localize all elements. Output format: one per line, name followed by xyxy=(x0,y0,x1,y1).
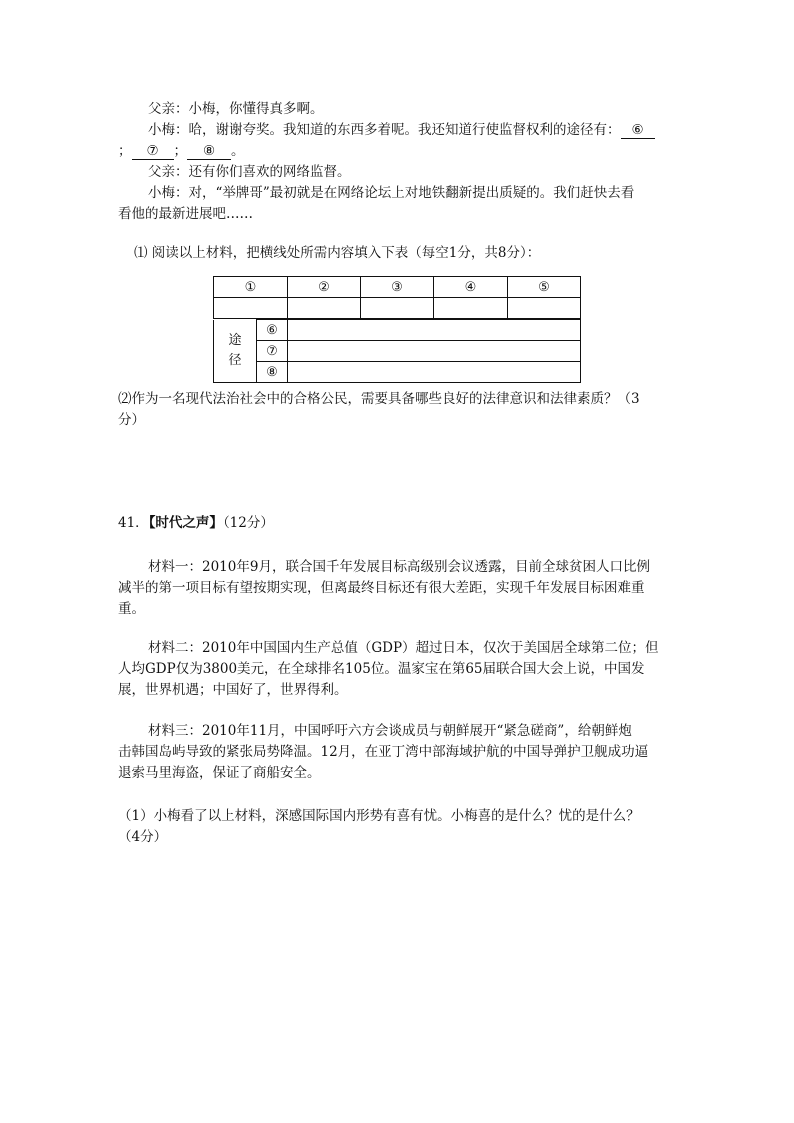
answer-cell-3[interactable] xyxy=(361,298,434,319)
sentence-end: 。 xyxy=(231,143,245,159)
question-2b: 分） xyxy=(118,412,145,428)
route-answer-7[interactable] xyxy=(288,341,581,362)
route-answer-6[interactable] xyxy=(288,320,581,341)
material-2-line-3: 展，世界机遇；中国好了，世界得利。 xyxy=(118,682,348,698)
question-41-1b: （4分） xyxy=(118,829,168,845)
answer-cell-5[interactable] xyxy=(508,298,581,319)
header-cell-3: ③ xyxy=(361,277,434,298)
route-num-6: ⑥ xyxy=(257,320,288,341)
section-41-number: 41． xyxy=(118,515,149,531)
material-2-line-2: 人均GDP仅为3800美元，在全球排名105位。温家宝在第65届联合国大会上说，中国发 xyxy=(118,661,645,677)
material-1-line-2: 减半的第一项目标有望按期实现，但离最终目标还有很大差距，实现千年发展目标困难重 xyxy=(118,580,645,596)
header-cell-4: ④ xyxy=(434,277,508,298)
material-3-line-3: 退索马里海盗，保证了商船安全。 xyxy=(118,765,321,781)
dialogue-xiaomei-2 xyxy=(148,120,655,140)
separator-1: ； xyxy=(118,143,132,159)
material-2-line-1: 材料二：2010年中国国内生产总值（GDP）超过日本，仅次于美国居全球第二位；但 xyxy=(148,640,659,656)
dialogue-xiaomei-4b: 看他的最新进展吧…… xyxy=(118,206,253,222)
answer-cell-2[interactable] xyxy=(288,298,361,319)
question-2a: ⑵作为一名现代法治社会中的合格公民，需要具备哪些良好的法律意识和法律素质？（3 xyxy=(118,391,640,407)
route-num-8: ⑧ xyxy=(257,362,288,383)
dialogue-xiaomei-4a: 小梅：对，“举牌哥”最初就是在网络论坛上对地铁翻新提出质疑的。我们赶快去看 xyxy=(148,185,635,201)
blank-7[interactable]: ⑦ xyxy=(132,143,174,160)
table-header-row xyxy=(214,277,581,298)
section-41-heading xyxy=(118,513,274,533)
route-label-2: 径 xyxy=(228,352,242,368)
material-3-line-1: 材料三：2010年11月，中国呼吁六方会谈成员与朝鲜展开“紧急磋商”，给朝鲜炮 xyxy=(148,723,632,739)
section-41-title: 【时代之声】 xyxy=(148,515,223,531)
separator-2: ； xyxy=(173,143,187,159)
blank-8[interactable]: ⑧ xyxy=(187,143,231,160)
route-num-7: ⑦ xyxy=(257,341,288,362)
dialogue-xiaomei-2-cont xyxy=(118,141,245,161)
material-3-line-2: 击韩国岛屿导致的紧张局势降温。12月，在亚丁湾中部海域护航的中国导弹护卫舰成功逼 xyxy=(118,744,649,760)
route-row-6 xyxy=(214,320,581,341)
route-label-1: 途 xyxy=(228,332,242,348)
material-1-line-1: 材料一：2010年9月，联合国千年发展目标高级别会议透露，目前全球贫困人口比例 xyxy=(148,559,650,575)
answer-table xyxy=(213,276,581,319)
question-1: ⑴ 阅读以上材料，把横线处所需内容填入下表（每空1分，共8分）： xyxy=(134,245,541,261)
route-label xyxy=(214,320,257,383)
dialogue-father-3: 父亲：还有你们喜欢的网络监督。 xyxy=(148,164,351,180)
header-cell-1: ① xyxy=(214,277,288,298)
dialogue-xiaomei-2-text: 小梅：哈，谢谢夸奖。我知道的东西多着呢。我还知道行使监督权利的途径有： xyxy=(148,122,621,138)
section-41-score: （12分） xyxy=(222,515,274,531)
answer-cell-4[interactable] xyxy=(434,298,508,319)
header-cell-2: ② xyxy=(288,277,361,298)
material-1-line-3: 重。 xyxy=(118,601,145,617)
question-41-1a: （1）小梅看了以上材料，深感国际国内形势有喜有忧。小梅喜的是什么？忧的是什么？ xyxy=(118,808,640,824)
blank-6[interactable]: ⑥ xyxy=(621,122,655,139)
route-table xyxy=(213,319,581,383)
answer-cell-1[interactable] xyxy=(214,298,288,319)
header-cell-5: ⑤ xyxy=(508,277,581,298)
table-answer-row xyxy=(214,298,581,319)
route-answer-8[interactable] xyxy=(288,362,581,383)
route-row-7 xyxy=(214,341,581,362)
dialogue-father-1: 父亲：小梅，你懂得真多啊。 xyxy=(148,101,324,117)
route-row-8 xyxy=(214,362,581,383)
